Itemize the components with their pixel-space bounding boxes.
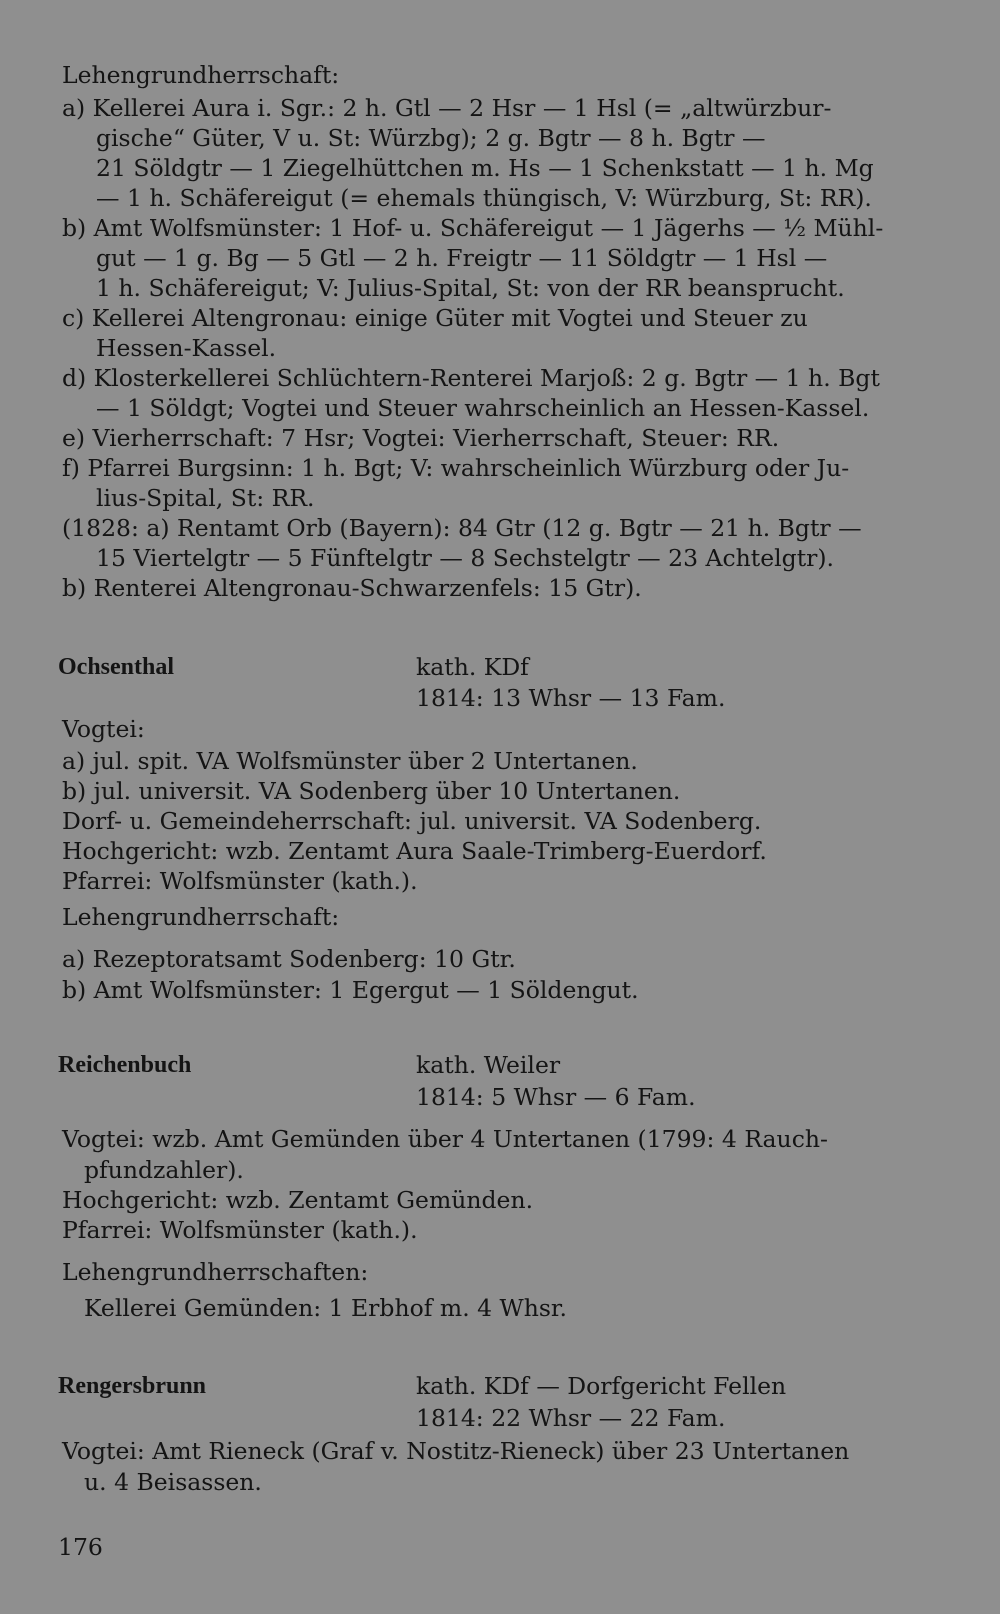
- text-line: Pfarrei: Wolfsmünster (kath.).: [62, 867, 418, 895]
- text-line: lius-Spital, St: RR.: [96, 484, 315, 512]
- text-line: u. 4 Beisassen.: [84, 1468, 262, 1496]
- text-line: a) Kellerei Aura i. Sgr.: 2 h. Gtl — 2 Hsr — 1 Hsl (= „altwürzbur-: [62, 94, 832, 122]
- text-line: 1 h. Schäfereigut; V: Julius-Spital, St: von der RR beansprucht.: [96, 274, 845, 302]
- text-line: Hessen-Kassel.: [96, 334, 277, 362]
- entry-title: Reichenbuch: [58, 1052, 192, 1078]
- text-line: Vogtei: wzb. Amt Gemünden über 4 Untertanen (1799: 4 Rauch-: [62, 1125, 828, 1153]
- section-label: Lehengrundherrschaften:: [62, 1258, 369, 1286]
- page-number: 176: [58, 1533, 103, 1561]
- text-line: c) Kellerei Altengronau: einige Güter mit Vogtei und Steuer zu: [62, 304, 808, 332]
- section-label: Lehengrundherrschaft:: [62, 61, 340, 89]
- entry-type: kath. Weiler: [416, 1051, 561, 1079]
- text-line: Pfarrei: Wolfsmünster (kath.).: [62, 1216, 418, 1244]
- entry-census: 1814: 13 Whsr — 13 Fam.: [416, 684, 726, 712]
- text-line: (1828: a) Rentamt Orb (Bayern): 84 Gtr (12 g. Bgtr — 21 h. Bgtr —: [62, 514, 862, 542]
- text-line: pfundzahler).: [84, 1156, 244, 1184]
- text-line: a) jul. spit. VA Wolfsmünster über 2 Untertanen.: [62, 747, 638, 775]
- entry-census: 1814: 22 Whsr — 22 Fam.: [416, 1404, 726, 1432]
- text-line: b) jul. universit. VA Sodenberg über 10 Untertanen.: [62, 777, 681, 805]
- text-line: — 1 h. Schäfereigut (= ehemals thüngisch, V: Würzburg, St: RR).: [96, 184, 872, 212]
- entry-title: Ochsenthal: [58, 654, 175, 680]
- text-line: b) Renterei Altengronau-Schwarzenfels: 15 Gtr).: [62, 574, 642, 602]
- text-line: Vogtei: Amt Rieneck (Graf v. Nostitz-Rieneck) über 23 Untertanen: [62, 1437, 850, 1465]
- text-line: Hochgericht: wzb. Zentamt Gemünden.: [62, 1186, 534, 1214]
- text-line: 15 Viertelgtr — 5 Fünftelgtr — 8 Sechstelgtr — 23 Achtelgtr).: [96, 544, 835, 572]
- text-line: a) Rezeptoratsamt Sodenberg: 10 Gtr.: [62, 945, 516, 973]
- text-line: gische“ Güter, V u. St: Würzbg); 2 g. Bgtr — 8 h. Bgtr —: [96, 124, 766, 152]
- text-line: Vogtei:: [62, 715, 145, 743]
- entry-title: Rengersbrunn: [58, 1373, 207, 1399]
- text-line: Kellerei Gemünden: 1 Erbhof m. 4 Whsr.: [84, 1294, 568, 1322]
- text-line: b) Amt Wolfsmünster: 1 Egergut — 1 Söldengut.: [62, 976, 639, 1004]
- section-label: Lehengrundherrschaft:: [62, 903, 340, 931]
- text-line: 21 Söldgtr — 1 Ziegelhüttchen m. Hs — 1 Schenkstatt — 1 h. Mg: [96, 154, 874, 182]
- text-line: b) Amt Wolfsmünster: 1 Hof- u. Schäfereigut — 1 Jägerhs — ½ Mühl-: [62, 214, 884, 242]
- text-line: — 1 Söldgt; Vogtei und Steuer wahrscheinlich an Hessen-Kassel.: [96, 394, 870, 422]
- entry-type: kath. KDf: [416, 653, 529, 681]
- entry-type: kath. KDf — Dorfgericht Fellen: [416, 1372, 787, 1400]
- text-line: d) Klosterkellerei Schlüchtern-Renterei Marjoß: 2 g. Bgtr — 1 h. Bgt: [62, 364, 880, 392]
- text-line: Dorf- u. Gemeindeherrschaft: jul. universit. VA Sodenberg.: [62, 807, 762, 835]
- text-line: Hochgericht: wzb. Zentamt Aura Saale-Trimberg-Euerdorf.: [62, 837, 767, 865]
- text-line: gut — 1 g. Bg — 5 Gtl — 2 h. Freigtr — 11 Söldgtr — 1 Hsl —: [96, 244, 828, 272]
- text-line: f) Pfarrei Burgsinn: 1 h. Bgt; V: wahrscheinlich Würzburg oder Ju-: [62, 454, 850, 482]
- entry-census: 1814: 5 Whsr — 6 Fam.: [416, 1083, 696, 1111]
- text-line: e) Vierherrschaft: 7 Hsr; Vogtei: Vierherrschaft, Steuer: RR.: [62, 424, 780, 452]
